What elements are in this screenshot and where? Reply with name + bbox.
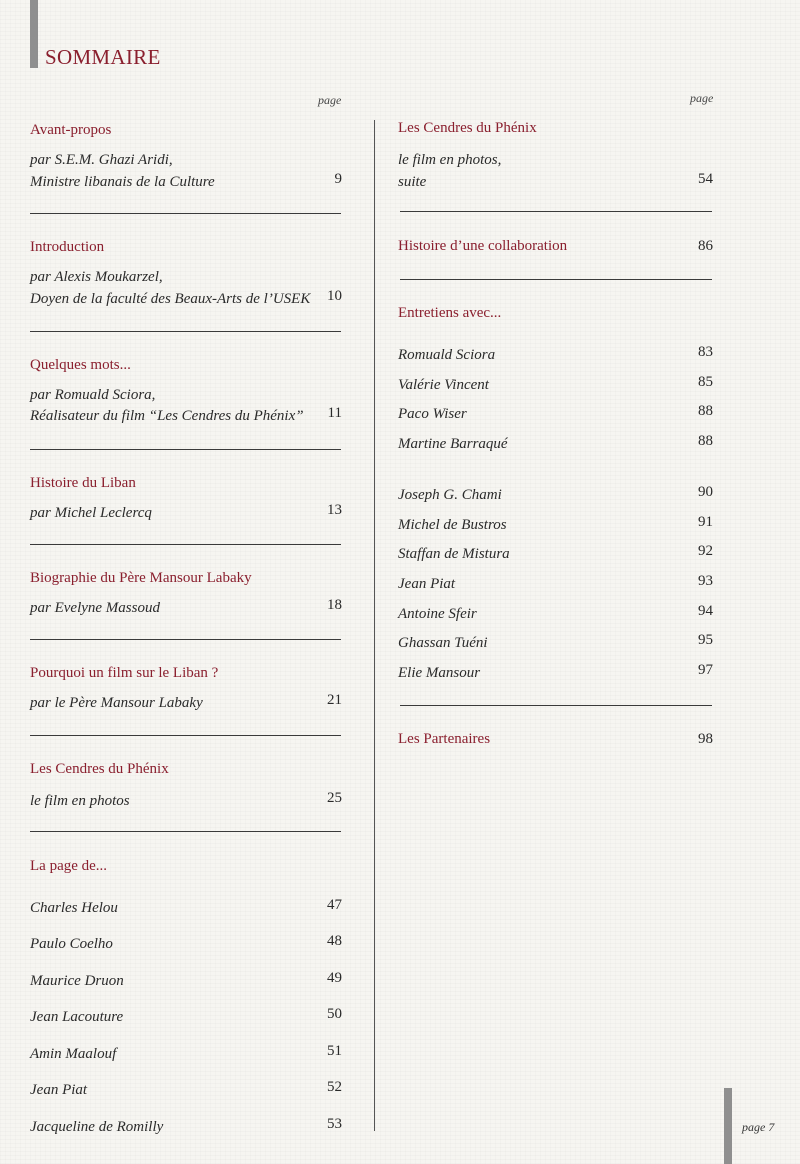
entry-subtitle-cont: suite [398,174,427,190]
entry-heading: Les Partenaires [398,731,491,747]
page-title: SOMMAIRE [45,45,161,69]
entry-page-number: 54 [698,171,713,187]
entry-name: Romuald Sciora [398,347,496,363]
entry-heading: Les Cendres du Phénix [30,761,169,777]
entry-name: Maurice Druon [30,973,124,989]
entry-page-number: 9 [334,171,342,187]
entry-page-number: 51 [327,1043,342,1059]
column-divider [374,120,375,1131]
entry-name: Jean Piat [398,576,456,592]
separator [30,449,341,450]
separator [30,331,341,332]
entry-name: Jacqueline de Romilly [30,1119,164,1135]
entry-page-number: 48 [327,933,342,949]
entry-author: par Evelyne Massoud [30,600,160,616]
entry-page-number: 49 [327,970,342,986]
entry-page-number: 11 [327,405,342,421]
entry-page-number: 90 [698,484,713,500]
entry-author: par Romuald Sciora, [30,387,156,403]
entry-heading: Introduction [30,239,105,255]
entry-name: Charles Helou [30,900,118,916]
entry-author-role: Doyen de la faculté des Beaux-Arts de l’USEK [30,291,311,307]
entry-name: Paulo Coelho [30,936,113,952]
entry-name: Jean Piat [30,1082,88,1098]
entry-page-number: 98 [698,731,713,747]
entry-page-number: 21 [327,692,342,708]
entry-name: Staffan de Mistura [398,546,510,562]
entry-page-number: 50 [327,1006,342,1022]
entry-heading: Les Cendres du Phénix [398,120,537,136]
separator [400,705,712,706]
separator [30,213,341,214]
separator [400,211,712,212]
entry-page-number: 53 [327,1116,342,1132]
entry-page-number: 85 [698,374,713,390]
entry-author: par Alexis Moukarzel, [30,269,163,285]
entry-author: par S.E.M. Ghazi Aridi, [30,152,173,168]
separator [30,831,341,832]
section-heading-entretiens: Entretiens avec... [398,305,502,321]
entry-heading: Pourquoi un film sur le Liban ? [30,665,219,681]
entry-name: Ghassan Tuéni [398,635,488,651]
entry-page-number: 97 [698,662,713,678]
entry-page-number: 92 [698,543,713,559]
entry-page-number: 10 [327,288,342,304]
page-footer-number: page 7 [742,1120,775,1134]
entry-heading: Histoire du Liban [30,475,136,491]
entry-page-number: 91 [698,514,713,530]
header-accent-bar [30,0,38,68]
entry-author-role: Réalisateur du film “Les Cendres du Phénix” [30,408,304,424]
entry-page-number: 83 [698,344,713,360]
entry-page-number: 94 [698,603,713,619]
entry-page-number: 93 [698,573,713,589]
entry-page-number: 13 [327,502,342,518]
separator [30,735,341,736]
entry-author: par Michel Leclercq [30,505,152,521]
right-page-column-header: page [690,91,714,105]
separator [30,639,341,640]
entry-name: Jean Lacouture [30,1009,124,1025]
entry-heading: Avant-propos [30,122,112,138]
entry-page-number: 95 [698,632,713,648]
entry-name: Antoine Sfeir [398,606,477,622]
separator [400,279,712,280]
entry-page-number: 47 [327,897,342,913]
entry-page-number: 88 [698,403,713,419]
entry-page-number: 88 [698,433,713,449]
footer-accent-bar [724,1088,732,1164]
entry-name: Joseph G. Chami [398,487,502,503]
entry-name: Elie Mansour [398,665,481,681]
entry-heading: Quelques mots... [30,357,131,373]
entry-subtitle: le film en photos, [398,152,502,168]
entry-heading: Histoire d’une collaboration [398,238,568,254]
entry-name: Martine Barraqué [398,436,508,452]
entry-page-number: 86 [698,238,713,254]
entry-page-number: 52 [327,1079,342,1095]
left-page-column-header: page [318,93,342,107]
section-heading-page-de: La page de... [30,858,108,874]
entry-page-number: 18 [327,597,342,613]
entry-name: Amin Maalouf [30,1046,117,1062]
entry-author: par le Père Mansour Labaky [30,695,203,711]
separator [30,544,341,545]
entry-name: Valérie Vincent [398,377,489,393]
entry-subtitle: le film en photos [30,793,130,809]
entry-name: Paco Wiser [398,406,467,422]
entry-author-role: Ministre libanais de la Culture [30,174,215,190]
entry-heading: Biographie du Père Mansour Labaky [30,570,252,586]
entry-page-number: 25 [327,790,342,806]
entry-name: Michel de Bustros [398,517,507,533]
